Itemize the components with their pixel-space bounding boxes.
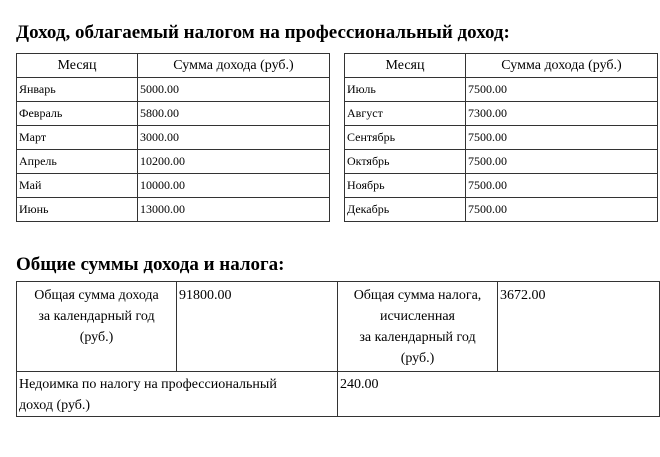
label-line: Недоимка по налогу на профессиональный (19, 377, 277, 392)
table-row (345, 126, 658, 150)
table-row (345, 150, 658, 174)
label-line: (руб.) (400, 351, 435, 366)
amount-cell: 3000.00 (138, 126, 330, 150)
label-line: за календарный год (359, 330, 476, 345)
label-line: Общая сумма налога, (353, 288, 482, 303)
totals-section-title: Общие суммы дохода и налога: (16, 254, 285, 275)
label-line: Общая сумма дохода (34, 288, 159, 303)
table-header-row (345, 54, 658, 78)
total-tax-label (338, 282, 498, 372)
month-cell: Март (17, 126, 138, 150)
amount-cell: 7500.00 (466, 198, 658, 222)
label-line: за календарный год (38, 309, 155, 324)
income-section-title: Доход, облагаемый налогом на профессиональный доход: (16, 22, 510, 43)
amount-cell: 7500.00 (466, 150, 658, 174)
table-row (17, 102, 330, 126)
table-row (345, 174, 658, 198)
totals-row (17, 282, 660, 372)
amount-cell: 5000.00 (138, 78, 330, 102)
total-tax-value: 3672.00 (498, 282, 660, 372)
month-cell: Ноябрь (345, 174, 466, 198)
label-line: исчисленная (379, 309, 455, 324)
month-cell: Июнь (17, 198, 138, 222)
label-line: доход (руб.) (19, 398, 91, 413)
amount-cell: 10000.00 (138, 174, 330, 198)
month-cell: Декабрь (345, 198, 466, 222)
month-cell: Апрель (17, 150, 138, 174)
income-table-jan-jun (16, 53, 330, 222)
tax-arrears-value: 240.00 (338, 372, 660, 417)
table-row (17, 126, 330, 150)
arrears-row (17, 372, 660, 417)
column-header-month: Месяц (17, 54, 138, 78)
table-header-row (17, 54, 330, 78)
month-cell: Август (345, 102, 466, 126)
table-row (17, 78, 330, 102)
month-cell: Январь (17, 78, 138, 102)
month-cell: Февраль (17, 102, 138, 126)
month-cell: Октябрь (345, 150, 466, 174)
month-cell: Июль (345, 78, 466, 102)
table-row (345, 78, 658, 102)
table-row (345, 198, 658, 222)
income-table-jul-dec (344, 53, 658, 222)
table-row (17, 198, 330, 222)
amount-cell: 7500.00 (466, 78, 658, 102)
month-cell: Май (17, 174, 138, 198)
table-row (345, 102, 658, 126)
tax-arrears-label (17, 372, 338, 417)
label-line: (руб.) (79, 330, 114, 345)
totals-table (16, 281, 660, 417)
amount-cell: 7500.00 (466, 174, 658, 198)
column-header-amount: Сумма дохода (руб.) (138, 54, 330, 78)
amount-cell: 7300.00 (466, 102, 658, 126)
total-income-value: 91800.00 (177, 282, 338, 372)
table-row (17, 174, 330, 198)
table-row (17, 150, 330, 174)
column-header-month: Месяц (345, 54, 466, 78)
total-income-label (17, 282, 177, 372)
amount-cell: 7500.00 (466, 126, 658, 150)
column-header-amount: Сумма дохода (руб.) (466, 54, 658, 78)
amount-cell: 5800.00 (138, 102, 330, 126)
month-cell: Сентябрь (345, 126, 466, 150)
amount-cell: 10200.00 (138, 150, 330, 174)
amount-cell: 13000.00 (138, 198, 330, 222)
